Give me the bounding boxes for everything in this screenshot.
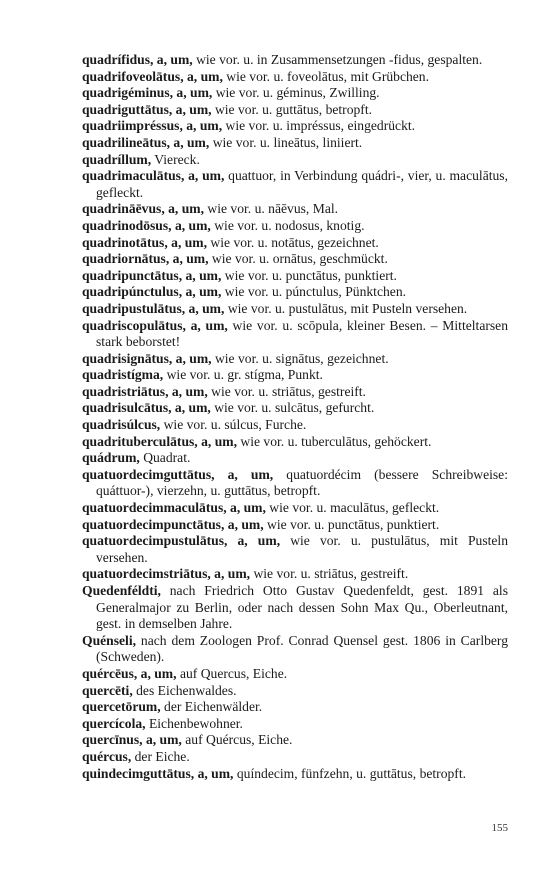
entry-definition: wie vor. u. punctātus, punktiert. bbox=[221, 267, 397, 283]
entry-definition: wie vor. u. striātus, gestreift. bbox=[207, 383, 366, 399]
dictionary-entry bbox=[82, 367, 508, 384]
dictionary-entry bbox=[82, 450, 508, 467]
dictionary-entry bbox=[82, 732, 508, 749]
dictionary-entry bbox=[82, 633, 508, 666]
dictionary-entry bbox=[82, 766, 508, 783]
entry-definition: wie vor. u. signātus, gezeichnet. bbox=[211, 350, 389, 366]
entry-definition: wie vor. u. scōpula, kleiner Besen. – Mitteltarsen stark beborstet! bbox=[96, 317, 508, 350]
entry-definition: auf Quercus, Eiche. bbox=[176, 665, 288, 681]
entry-term: quadriscopulātus, a, um, bbox=[82, 317, 228, 333]
entry-term: quadrinotātus, a, um, bbox=[82, 234, 208, 250]
dictionary-entry bbox=[82, 666, 508, 683]
dictionary-entry bbox=[82, 218, 508, 235]
entry-term: quadríllum, bbox=[82, 151, 152, 167]
dictionary-entry bbox=[82, 69, 508, 86]
entry-definition: wie vor. u. nodosus, knotig. bbox=[210, 217, 365, 233]
entry-definition: wie vor. u. maculātus, gefleckt. bbox=[265, 500, 440, 516]
entry-definition: quattuor, in Verbindung quádri-, vier, u. maculātus, gefleckt. bbox=[96, 168, 508, 200]
entry-term: quadrināēvus, a, um, bbox=[82, 201, 204, 217]
entry-term: quadriguttātus, a, um, bbox=[82, 101, 212, 117]
entry-term: quadrífidus, a, um, bbox=[82, 52, 193, 67]
entry-term: quércus, bbox=[82, 748, 132, 764]
entry-term: quadrigéminus, a, um, bbox=[82, 85, 213, 101]
entry-definition: Viereck. bbox=[151, 151, 200, 167]
dictionary-entry bbox=[82, 102, 508, 119]
dictionary-entry bbox=[82, 400, 508, 417]
dictionary-entry bbox=[82, 517, 508, 534]
entry-definition: quíndecim, fünfzehn, u. guttātus, betropft. bbox=[233, 765, 467, 781]
entry-term: quadriornātus, a, um, bbox=[82, 251, 209, 267]
entry-definition: der Eiche. bbox=[131, 748, 190, 764]
entry-definition: der Eichenwälder. bbox=[160, 699, 263, 715]
entry-term: Quedenféldti, bbox=[82, 583, 161, 598]
entry-definition: wie vor. u. pustulātus, mit Pusteln versehen. bbox=[224, 300, 468, 316]
dictionary-entry bbox=[82, 434, 508, 451]
entry-term: quadripustulātus, a, um, bbox=[82, 300, 225, 316]
entry-term: quadristígma, bbox=[82, 367, 164, 383]
entry-definition: wie vor. u. impréssus, eingedrückt. bbox=[222, 118, 416, 134]
entry-term: quadrilineātus, a, um, bbox=[82, 134, 210, 150]
dictionary-entry bbox=[82, 235, 508, 252]
entry-definition: Eichenbewohner. bbox=[145, 715, 243, 731]
entry-term: quatuordecimmaculātus, a, um, bbox=[82, 500, 266, 516]
dictionary-entry bbox=[82, 201, 508, 218]
entry-term: quercīnus, a, um, bbox=[82, 732, 182, 748]
dictionary-entry bbox=[82, 284, 508, 301]
entry-definition: wie vor. u. púnctulus, Pünktchen. bbox=[221, 284, 407, 300]
entry-definition: wie vor. u. punctātus, punktiert. bbox=[263, 516, 440, 532]
dictionary-entry bbox=[82, 168, 508, 201]
dictionary-entry bbox=[82, 318, 508, 351]
entry-term: quadrinodōsus, a, um, bbox=[82, 217, 211, 233]
entry-term: quadrisúlcus, bbox=[82, 417, 161, 433]
dictionary-entry bbox=[82, 118, 508, 135]
entry-term: quadrimaculātus, a, um, bbox=[82, 168, 225, 184]
dictionary-entry bbox=[82, 135, 508, 152]
entry-definition: wie vor. u. tuberculātus, gehöckert. bbox=[236, 433, 432, 449]
entry-definition: wie vor. u. in Zusammensetzungen -fidus, gespalten. bbox=[192, 52, 483, 67]
entry-term: quadrisignātus, a, um, bbox=[82, 350, 212, 366]
dictionary-entry bbox=[82, 251, 508, 268]
entry-list bbox=[82, 52, 508, 782]
entry-definition: wie vor. u. foveolātus, mit Grübchen. bbox=[222, 68, 430, 84]
entry-term: quatuordecimguttātus, a, um, bbox=[82, 466, 274, 482]
dictionary-entry bbox=[82, 683, 508, 700]
dictionary-entry bbox=[82, 467, 508, 500]
dictionary-entry bbox=[82, 566, 508, 583]
entry-term: quércēus, a, um, bbox=[82, 665, 177, 681]
entry-definition: wie vor. u. lineātus, liniiert. bbox=[209, 134, 363, 150]
entry-term: quadristriātus, a, um, bbox=[82, 383, 208, 399]
entry-term: quindecimguttātus, a, um, bbox=[82, 765, 234, 781]
entry-definition: wie vor. u. pustulātus, mit Pusteln versehen. bbox=[96, 533, 509, 565]
dictionary-entry bbox=[82, 533, 508, 566]
dictionary-entry bbox=[82, 351, 508, 368]
dictionary-entry bbox=[82, 152, 508, 169]
entry-term: quercícola, bbox=[82, 715, 146, 731]
dictionary-entry bbox=[82, 268, 508, 285]
entry-term: Quénseli, bbox=[82, 632, 137, 648]
entry-term: quatuordecimpustulātus, a, um, bbox=[82, 533, 281, 549]
dictionary-entry bbox=[82, 716, 508, 733]
entry-definition: nach dem Zoologen Prof. Conrad Quensel gest. 1806 in Carlberg (Schweden). bbox=[96, 632, 508, 665]
dictionary-entry bbox=[82, 85, 508, 102]
dictionary-entry bbox=[82, 699, 508, 716]
entry-definition: wie vor. u. sulcātus, gefurcht. bbox=[210, 400, 375, 416]
entry-definition: nach Friedrich Otto Gustav Quedenfeldt, gest. 1891 als Generalmajor zu Berlin, oder nach dessen Sohn Max Qu., Oberleutnant, gest. in demselben Jahre. bbox=[96, 583, 508, 632]
entry-term: quádrum, bbox=[82, 450, 140, 466]
entry-term: quadrisulcātus, a, um, bbox=[82, 400, 211, 416]
entry-definition: wie vor. u. striātus, gestreift. bbox=[250, 566, 409, 582]
entry-term: quadripunctātus, a, um, bbox=[82, 267, 222, 283]
dictionary-entry bbox=[82, 52, 508, 69]
entry-definition: wie vor. u. ornātus, geschmückt. bbox=[208, 251, 388, 267]
entry-definition: wie vor. u. súlcus, Furche. bbox=[160, 417, 307, 433]
dictionary-entry bbox=[82, 500, 508, 517]
entry-term: quadrifoveolātus, a, um, bbox=[82, 68, 223, 84]
dictionary-entry bbox=[82, 384, 508, 401]
entry-definition: wie vor. u. gr. stígma, Punkt. bbox=[163, 367, 323, 383]
entry-definition: auf Quércus, Eiche. bbox=[181, 732, 293, 748]
dictionary-entry bbox=[82, 583, 508, 633]
entry-definition: quatuordécim (bessere Schreibweise: quáttuor-), vierzehn, u. guttātus, betropft. bbox=[96, 466, 508, 499]
entry-term: quercetōrum, bbox=[82, 699, 161, 715]
entry-definition: wie vor. u. nāēvus, Mal. bbox=[204, 201, 339, 217]
dictionary-entry bbox=[82, 301, 508, 318]
entry-term: quadripúnctulus, a, um, bbox=[82, 284, 222, 300]
entry-definition: des Eichenwaldes. bbox=[132, 682, 237, 698]
entry-term: quatuordecimpunctātus, a, um, bbox=[82, 516, 264, 532]
dictionary-entry bbox=[82, 749, 508, 766]
entry-definition: wie vor. u. guttātus, betropft. bbox=[211, 101, 373, 117]
entry-definition: wie vor. u. notātus, gezeichnet. bbox=[207, 234, 379, 250]
page-number: 155 bbox=[491, 822, 508, 834]
dictionary-entry bbox=[82, 417, 508, 434]
entry-term: quadrituberculātus, a, um, bbox=[82, 433, 237, 449]
entry-definition: wie vor. u. géminus, Zwilling. bbox=[212, 85, 380, 101]
entry-term: quercēti, bbox=[82, 682, 133, 698]
entry-term: quadriimpréssus, a, um, bbox=[82, 118, 223, 134]
entry-definition: Quadrat. bbox=[139, 450, 191, 466]
entry-term: quatuordecimstriātus, a, um, bbox=[82, 566, 251, 582]
